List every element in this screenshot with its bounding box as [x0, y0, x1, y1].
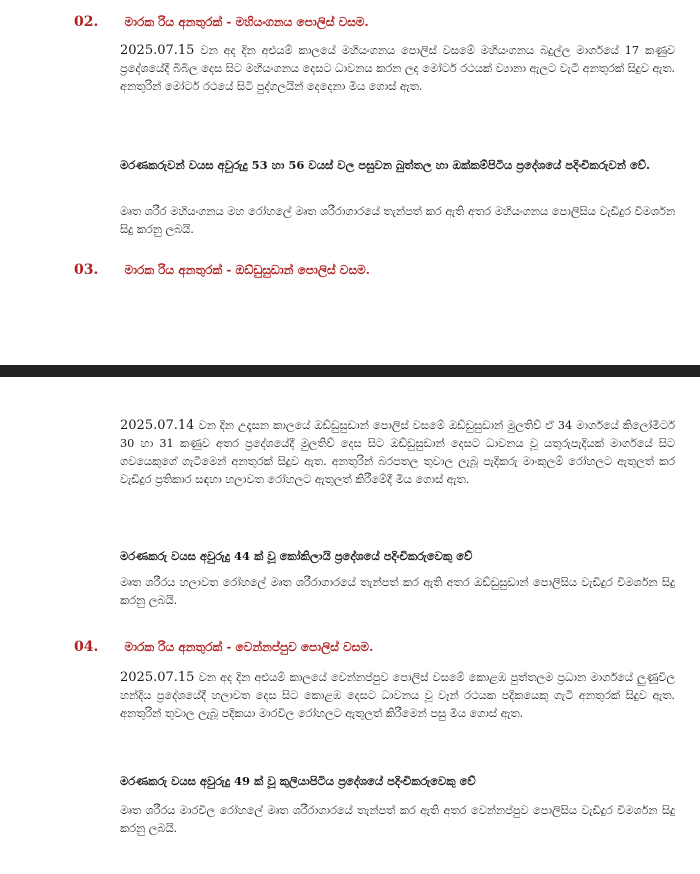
incident-date: 2025.07.14: [120, 418, 195, 433]
section-02-body: [120, 42, 675, 96]
document-page-2: [0, 377, 700, 874]
section-02-heading: [74, 14, 674, 30]
section-number: 04.: [74, 639, 99, 655]
section-03-victims: මරණකරු වයස අවුරුදු 44 ක් වූ කෝකිලායි ප්‍රදේශයේ පදිංචිකරුවෙකු වේ: [120, 549, 473, 563]
section-03-body: [120, 417, 675, 489]
section-03-closing: මෘත ශරීරය හලාවත රෝහලේ මෘත ශරීරාගාරයේ තැන්පත් කර ඇති අතර ඔඩ්ඩුසුඩාන් පොලිසිය වැඩිදුර විමර්ශන සිදු කරනු ලබයි.: [120, 576, 675, 607]
incident-date: 2025.07.15: [120, 43, 195, 58]
section-04-closing: මෘත ශරීරය මාරවිල රෝහලේ මෘත ශරීරාගාරයේ තැන්පත් කර ඇති අතර වෙන්නප්පුව පොලිසිය වැඩිදුර විමර්ශන සිදු කරනු ලබයි.: [120, 804, 675, 835]
section-04-heading: [74, 639, 674, 655]
incident-description: වන අද දින අළුයම් කාලයේ මහියංගනය පොලිස් වසමේ මහියංගනය බදුල්ල මාර්ගයේ 17 කණුව ප්‍රදේශයේදී බිබිල දෙස සිට මහියංගනය දෙසට ධාවනය කරන ලද මෝටර් රථයක් ව්‍යානා ඇලට වැටී අනතුරක් සිදුව ඇත. අනතුරින් මෝටර් රථයේ සිටි පුද්ගලයින් දෙදෙනා මිය ගොස් ඇත.: [120, 44, 676, 93]
section-title: මාරක රිය අනතුරක් - වෙන්නප්පුව පොලිස් වසම.: [124, 640, 374, 654]
section-number: 02.: [74, 14, 99, 30]
page-break: [0, 365, 700, 377]
section-02-closing: මෘත ශරීර මහියංගනය මහ රෝහලේ මෘත ශරීරාගාරයේ තැන්පත් කර ඇති අතර මහියංගනය පොලිසිය වැඩිදුර විමර්ශන සිදු කරනු ලබයි.: [120, 205, 675, 236]
section-03-heading: [74, 262, 674, 278]
incident-description: වන දින උදෑසන කාලයේ ඔඩ්ඩුසුඩාන් පොලිස් වසමේ ඔඩ්ඩුසුඩාන් මුලතිව් ඒ 34 මාර්ගයේ කිලෝමීටර් 30 හා 31 කණුව අතර ප්‍රදේශයේදී මුලතිව් දෙස සිට ඔඩ්ඩුසුඩාන් දෙසට ධාවනය වූ යතුරුපැදියක් මාර්ගයේ සිට ගවයෙකුගේ ගැටීමෙන් අනතුරක් සිදුව ඇත. අනතුරින් බරපතල තුවාල ලැබූ පැදිකරු මාංකුලම් රෝහලට ඇතුලත් කර වැඩිදුර ප්‍රතිකාර සඳහා හලාවත රෝහලට ඇතුලත් කිරීමේදී මිය ගොස් ඇත.: [120, 419, 676, 486]
section-number: 03.: [74, 262, 99, 278]
section-02-victims: මරණකරුවන් වයස අවුරුදු 53 හා 56 වයස් වල පසුවන බුත්තල හා ඔක්කම්පිටිය ප්‍රදේශයේ පදිංචිකරුවන් වේ.: [120, 158, 651, 172]
incident-date: 2025.07.15: [120, 670, 195, 685]
section-04-body: [120, 669, 675, 723]
incident-description: වන අද දින අළුයම් කාලයේ වෙන්නප්පුව පොලිස් වසමේ කොළඹ පුත්තලම ප්‍රධාන මාර්ගයේ ලුණුවිල හන්දිය ප්‍රදේශයේදී හලාවත දෙස සිට කොළඹ දෙසට ධාවනය වූ වෑන් රථයක පදිකයෙකු ගැටී අනතුරක් සිදුව ඇත. අනතුරින් තුවාල ලැබූ පදිකයා මාරවිල රෝහලට ඇතුලත් කිරීමෙන් පසු මිය ගොස් ඇත.: [120, 671, 676, 720]
section-title: මාරක රිය අනතුරක් - මහියංගනය පොලිස් වසම.: [124, 15, 369, 29]
section-04-victims: මරණකරු වයස අවුරුදු 49 ක් වූ කුලියාපිටිය ප්‍රදේශයේ පදිංචිකරුවෙකු වේ: [120, 774, 476, 788]
section-title: මාරක රිය අනතුරක් - ඔඩ්ඩුසුඩාන් පොලිස් වසම.: [124, 263, 370, 277]
document-page-1: [0, 0, 700, 365]
